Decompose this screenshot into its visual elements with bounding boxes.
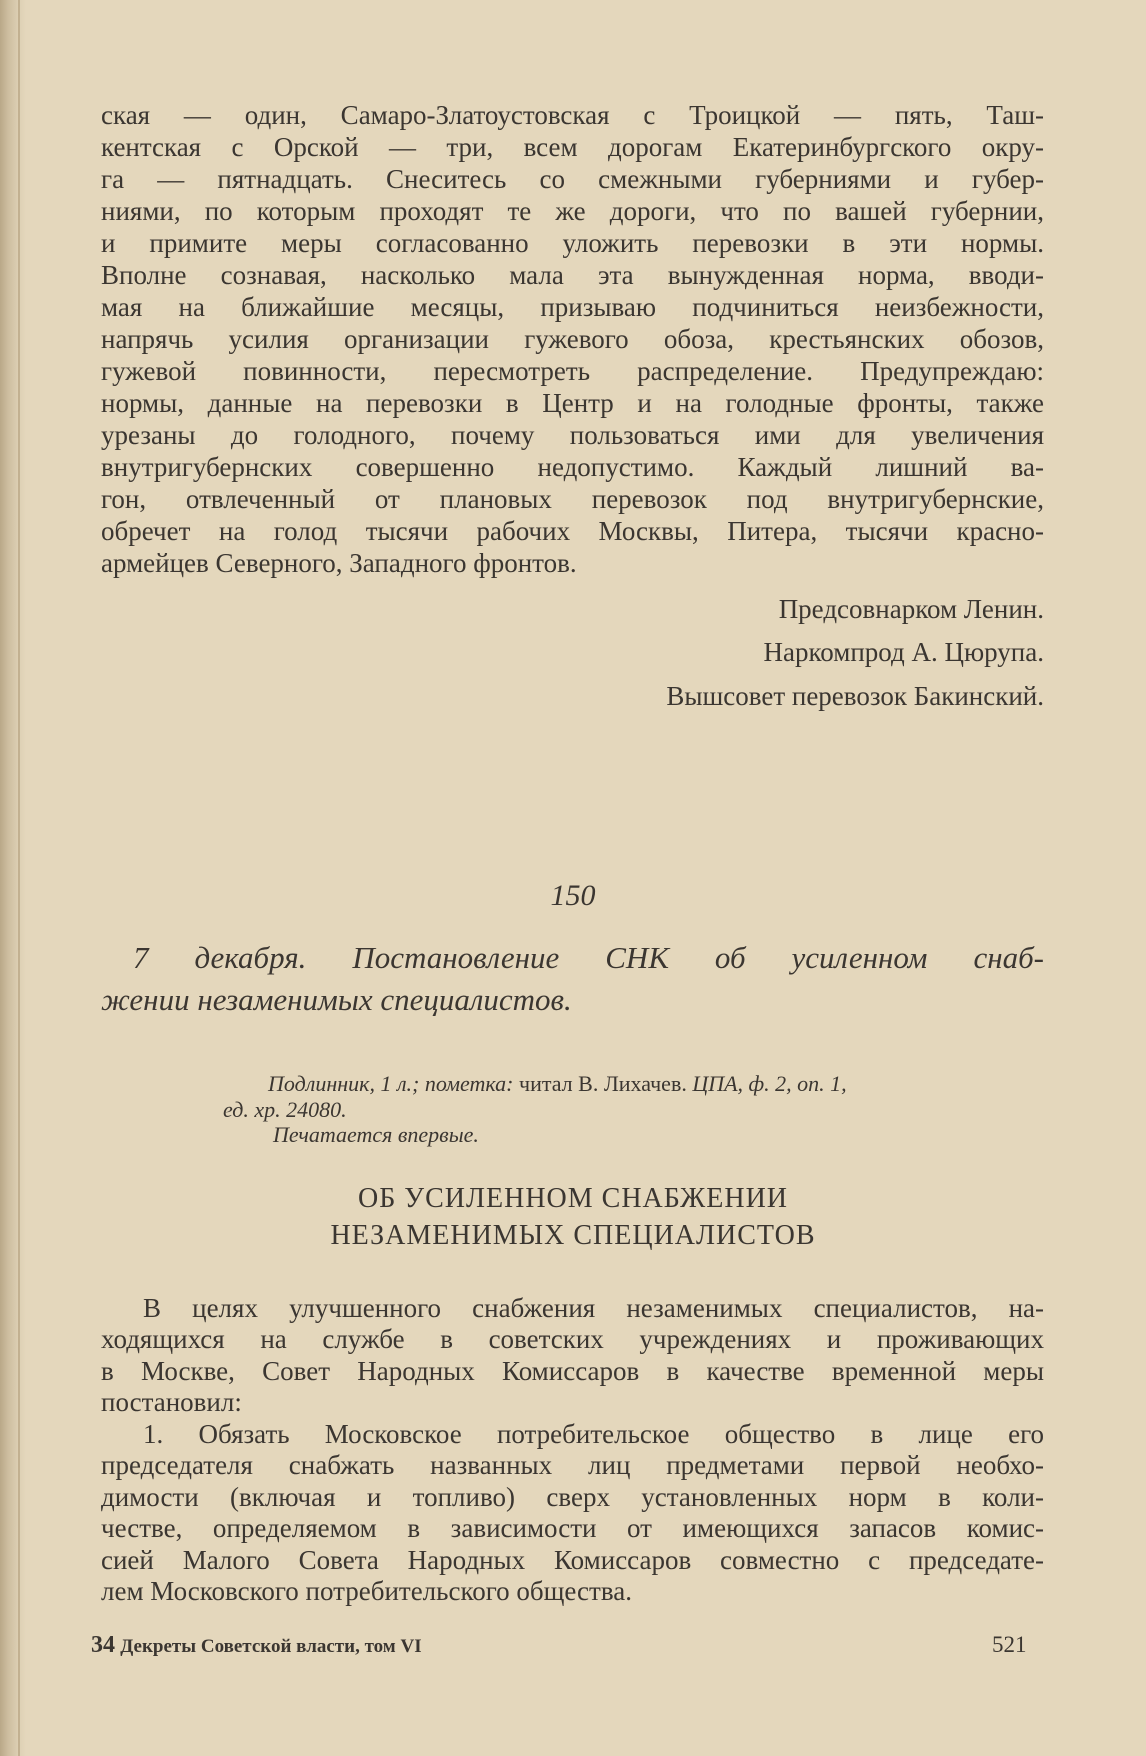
text-line: ходящихся на службе в советских учреждениях и проживающих (101, 1324, 1044, 1354)
text-line: урезаны до голодного, почему пользоваться ими для увеличения (101, 420, 1044, 450)
text-line: ниями, по которым проходят те же дороги, что по вашей губернии, (101, 196, 1044, 226)
page-footer (91, 1632, 422, 1659)
text-line: Вполне сознавая, насколько мала эта вынужденная норма, вводи- (101, 260, 1044, 290)
source-text: читал В. Лихачев. (513, 1071, 693, 1096)
text-line: напрячь усилия организации гужевого обоза, крестьянских обозов, (101, 324, 1044, 354)
book-title: Декреты Советской власти, том VI (120, 1636, 422, 1657)
text-line: обречет на голод тысячи рабочих Москвы, Питера, тысячи красно- (101, 516, 1044, 546)
page-number: 521 (992, 1632, 1027, 1657)
text-line: честве, определяемом в зависимости от имеющихся запасов комис- (101, 1513, 1044, 1543)
document-heading: 7 декабря. Постановление СНК об усиленном снаб- (133, 940, 1044, 975)
text-line: димости (включая и топливо) сверх установленных норм в коли- (101, 1482, 1044, 1512)
text-line: лем Московского потребительского общества. (101, 1576, 632, 1606)
signature-mark: 34 (91, 1632, 115, 1658)
text-line: сией Малого Совета Народных Комиссаров совместно с председате- (101, 1545, 1044, 1575)
signature-tsyurupa: Наркомпрод А. Цюрупа. (763, 637, 1044, 667)
text-line: нормы, данные на перевозки в Центр и на голодные фронты, также (101, 388, 1044, 418)
text-line: гужевой повинности, пересмотреть распределение. Предупреждаю: (101, 356, 1044, 386)
text-line: 1. Обязать Московское потребительское общество в лице его (143, 1419, 1044, 1449)
publication-note: Печатается впервые. (273, 1122, 479, 1147)
signature-lenin: Предсовнарком Ленин. (778, 594, 1044, 624)
text-line: кентская с Орской — три, всем дорогам Екатеринбургского окру- (101, 132, 1044, 162)
text-line: армейцев Северного, Западного фронтов. (101, 548, 577, 578)
text-line: постановил: (101, 1387, 242, 1417)
source-text: ЦПА, ф. 2, оп. 1, (692, 1071, 847, 1096)
book-gutter (0, 0, 26, 1756)
document-title: НЕЗАМЕНИМЫХ СПЕЦИАЛИСТОВ (330, 1220, 816, 1251)
text-line: и примите меры согласованно уложить перевозки в эти нормы. (101, 228, 1044, 258)
text-line: гон, отвлеченный от плановых перевозок под внутригубернские, (101, 484, 1044, 514)
gutter-line (18, 0, 20, 1756)
source-line: ед. хр. 24080. (223, 1097, 347, 1122)
text-line: председателя снабжать названных лиц предметами первой необхо- (101, 1450, 1044, 1480)
signature-bakinsky: Вышсовет перевозок Бакинский. (666, 681, 1044, 711)
text-line: В целях улучшенного снабжения незаменимых специалистов, на- (143, 1293, 1044, 1323)
document-number: 150 (550, 879, 596, 912)
document-heading: жении незаменимых специалистов. (101, 982, 572, 1017)
source-text: Подлинник, 1 л.; пометка: (268, 1071, 514, 1096)
document-title: ОБ УСИЛЕННОМ СНАБЖЕНИИ (357, 1183, 789, 1214)
text-line: ская — один, Самаро-Златоустовская с Троицкой — пять, Таш- (101, 100, 1044, 130)
text-line: внутригубернских совершенно недопустимо. Каждый лишний ва- (101, 452, 1044, 482)
text-line: га — пятнадцать. Снеситесь со смежными губерниями и губер- (101, 164, 1044, 194)
text-line: в Москве, Совет Народных Комиссаров в качестве временной меры (101, 1356, 1044, 1386)
text-line: мая на ближайшие месяцы, призываю подчиниться неизбежности, (101, 292, 1044, 322)
source-line (268, 1071, 847, 1097)
